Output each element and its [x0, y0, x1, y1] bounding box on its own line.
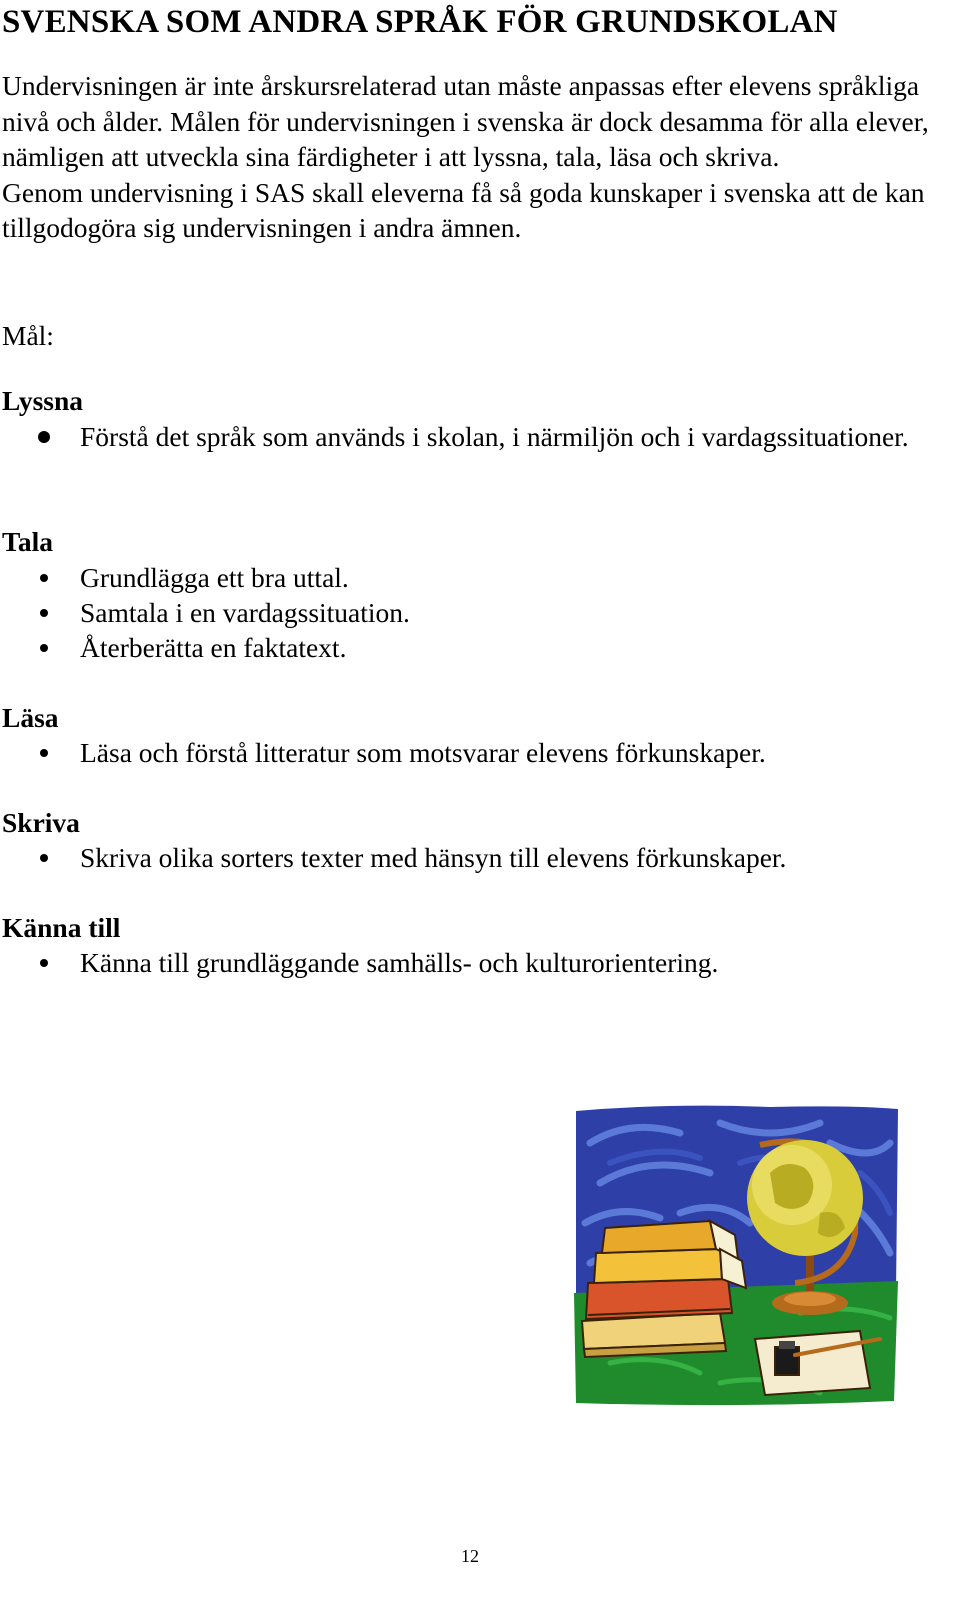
section-heading-kanna-till: Känna till [2, 912, 121, 943]
page-title: SVENSKA SOM ANDRA SPRÅK FÖR GRUNDSKOLAN [2, 4, 838, 40]
list-item-text: Samtala i en vardagssituation. [80, 597, 410, 628]
list-item-text: Förstå det språk som används i skolan, i närmiljön och i vardagssituationer. [80, 421, 909, 452]
list-item [0, 630, 940, 665]
intro-paragraph: Genom undervisning i SAS skall eleverna få så goda kunskaper i svenska att de kan tillgodogöra sig undervisningen i andra ämnen. [2, 176, 925, 243]
list-item-text: Läsa och förstå litteratur som motsvarar elevens förkunskaper. [80, 737, 766, 768]
section-heading-lasa: Läsa [2, 702, 59, 733]
bullet-icon [40, 644, 48, 652]
list-item [0, 945, 940, 980]
list-item-text: Grundlägga ett bra uttal. [80, 562, 349, 593]
bullet-icon [40, 609, 48, 617]
bullet-icon [40, 854, 48, 862]
intro-paragraph: Undervisningen är inte årskursrelaterad utan måste anpassas efter elevens språkliga nivå och ålder. Målen för undervisningen i svenska är dock desamma för alla elever, nämligen att utveckla sina färdigheter i att lyssna, tala, läsa och skriva. [2, 70, 929, 172]
bullet-list-tala [0, 560, 940, 665]
section-heading-skriva: Skriva [2, 807, 80, 838]
bullet-list-lyssna [0, 419, 940, 454]
page-number: 12 [461, 1546, 479, 1566]
bullet-icon [40, 959, 48, 967]
bullet-icon [40, 574, 48, 582]
list-item [0, 595, 940, 630]
bullet-icon [40, 749, 48, 757]
intro-text [2, 68, 952, 246]
section-heading-tala: Tala [2, 526, 53, 557]
list-item [0, 735, 940, 770]
bullet-list-skriva [0, 840, 940, 875]
list-item-text: Återberätta en faktatext. [80, 632, 347, 663]
list-item-text: Känna till grundläggande samhälls- och kulturorientering. [80, 947, 719, 978]
list-item [0, 840, 940, 875]
list-item-text: Skriva olika sorters texter med hänsyn till elevens förkunskaper. [80, 842, 787, 873]
section-heading-lyssna: Lyssna [2, 385, 84, 416]
bullet-list-lasa [0, 735, 940, 770]
bullet-list-kanna-till [0, 945, 940, 980]
goals-label: Mål: [2, 320, 54, 351]
bullet-icon [38, 431, 50, 443]
globe-and-books-clipart-icon [570, 1103, 902, 1408]
list-item [0, 560, 940, 595]
list-item [0, 419, 940, 454]
